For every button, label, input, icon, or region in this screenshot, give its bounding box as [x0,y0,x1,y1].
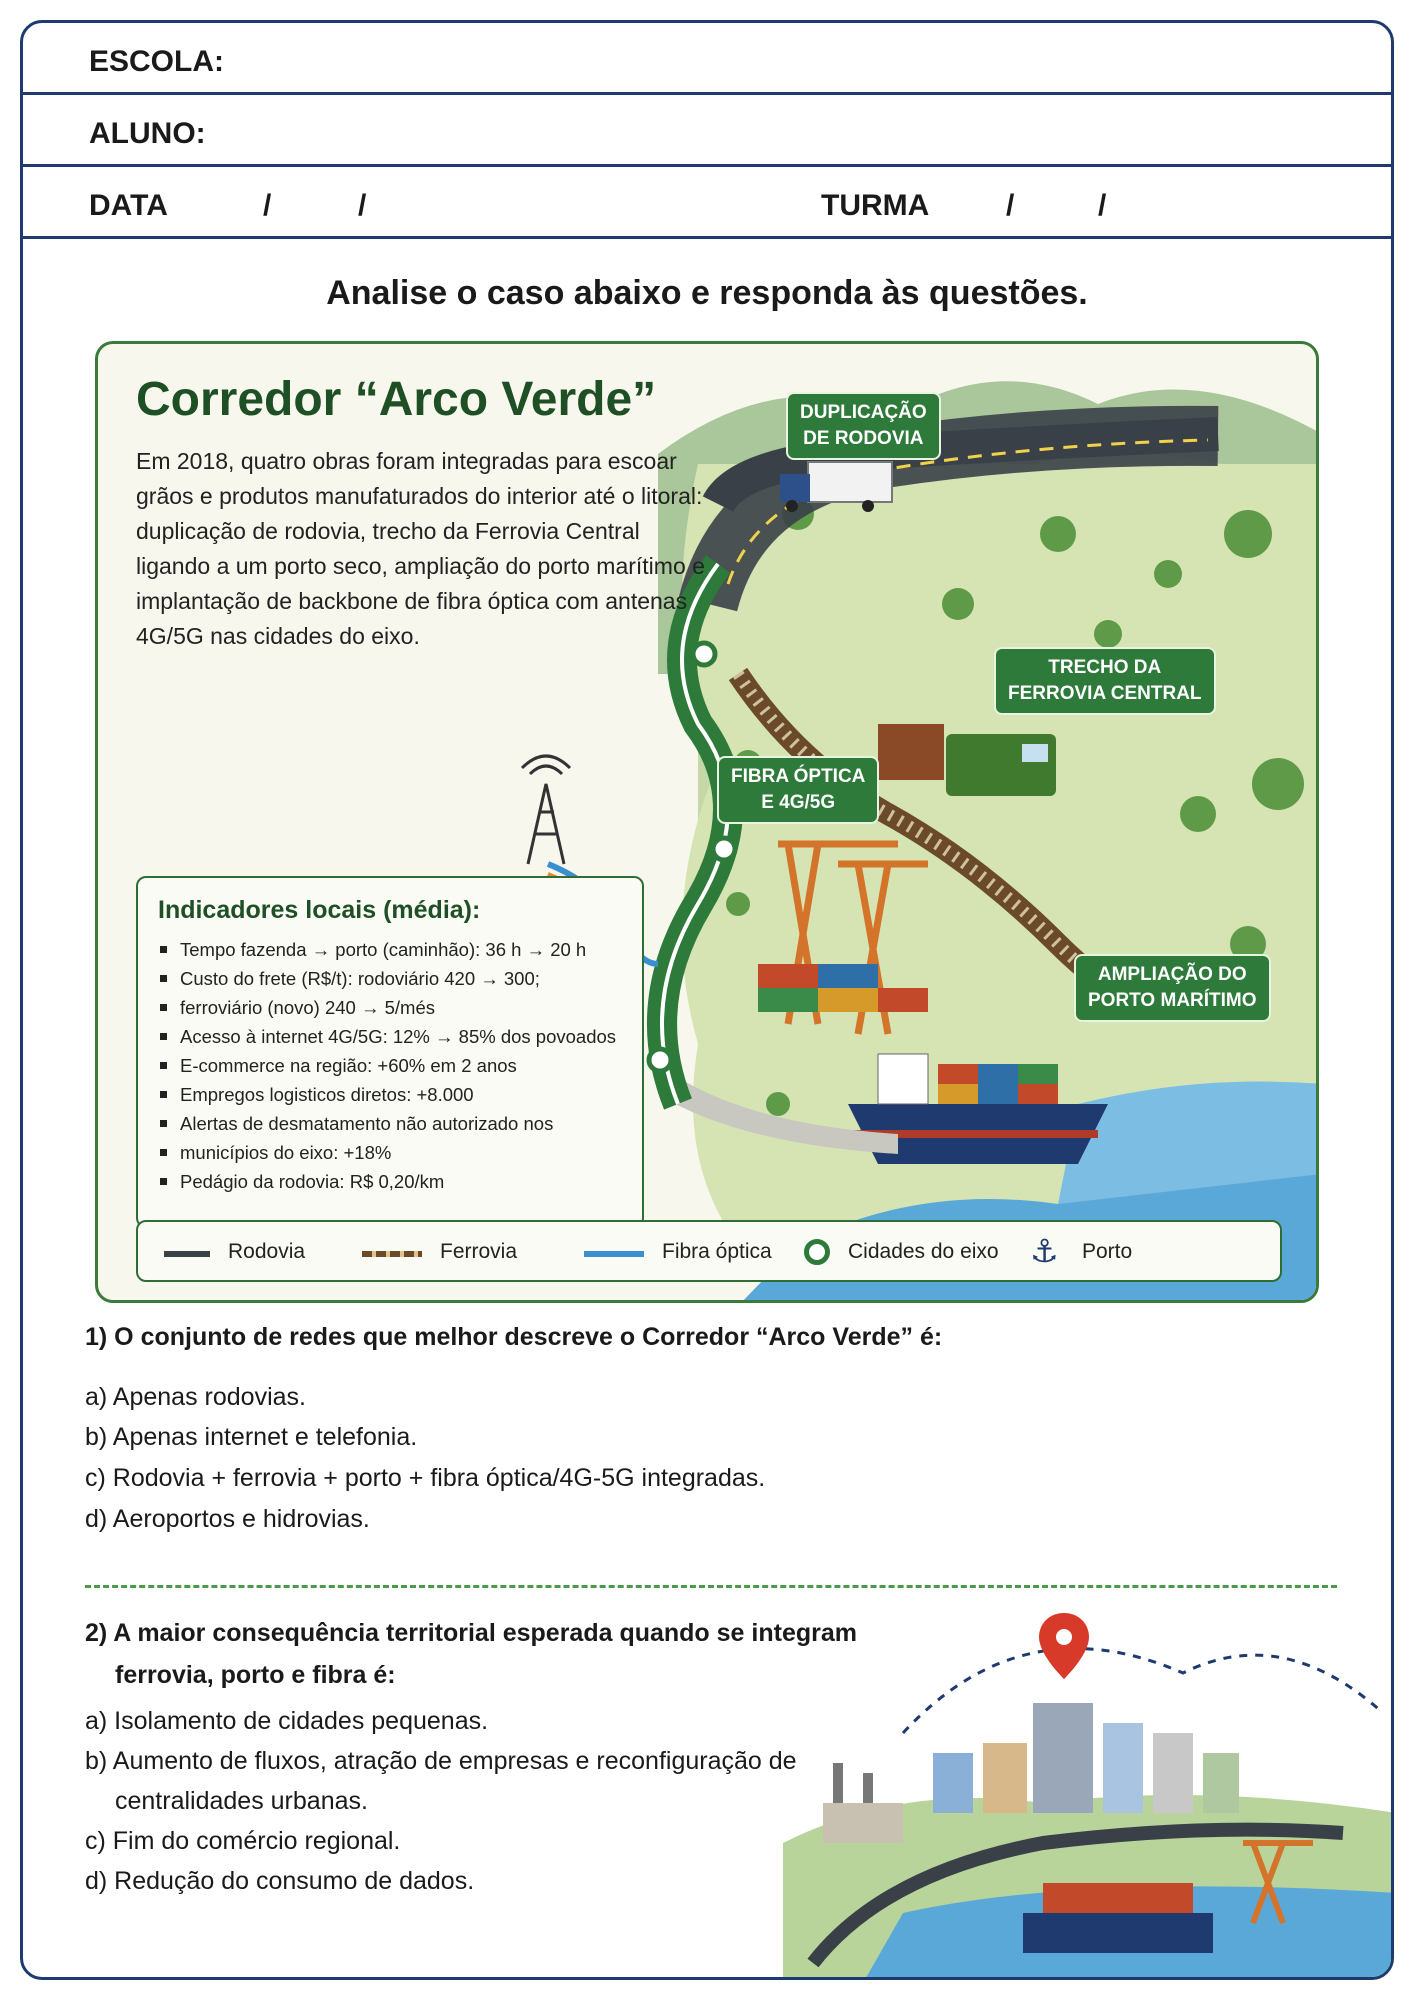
indicator-item: Tempo fazenda → porto (caminhão): 36 h → 20 h [158,935,622,964]
date-label: DATA [89,189,168,222]
question-2-option-c[interactable]: c) Fim do comércio regional. [85,1827,401,1855]
question-2-title-line-2: ferrovia, porto e fibra é: [115,1661,396,1689]
city-port-illustration [783,1583,1394,1980]
tag-road-line-1: DUPLICAÇÃO [800,402,927,423]
indicator-item: Custo do frete (R$/t): rodoviário 420 → 300; [158,964,622,993]
legend-fiber: Fibra óptica [662,1240,772,1263]
tag-fiber-line-2: E 4G/5G [761,792,836,813]
question-1-title: 1) O conjunto de redes que melhor descreve o Corredor “Arco Verde” é: [85,1323,943,1351]
map-legend [136,1220,1282,1282]
road-legend-swatch [164,1251,210,1257]
instruction-text: Analise o caso abaixo e responda às questões. [326,274,1088,312]
school-label: ESCOLA: [89,45,224,78]
student-row [23,95,1391,167]
question-2-option-b-continuation: centralidades urbanas. [115,1787,368,1815]
indicator-item: Empregos logisticos diretos: +8.000 [158,1080,622,1109]
legend-road: Rodovia [228,1240,306,1263]
anchor-icon: ⚓ [1030,1233,1059,1269]
class-slash-1: / [1006,189,1015,222]
case-panel [95,341,1319,1303]
date-class-row [23,167,1391,239]
indicators-list [158,935,622,1196]
indicator-item: Acesso à internet 4G/5G: 12% → 85% dos povoados [158,1022,622,1051]
question-2-title-line-1: 2) A maior consequência territorial esperada quando se integram [85,1619,857,1647]
tag-port-expansion [1074,954,1271,1022]
case-description: Em 2018, quatro obras foram integradas para escoar grãos e produtos manufaturados do interior até o litoral: duplicação de rodovia, trecho da Ferrovia Central ligando a um porto seco, ampliação do porto marítimo e implantação de backbone de fibra óptica com antenas 4G/5G nas cidades do eixo. [136,448,705,649]
tag-fiber-line-1: FIBRA ÓPTICA [731,766,866,787]
city-circle-icon [804,1239,830,1265]
legend-rail: Ferrovia [440,1240,518,1263]
tag-road-line-2: DE RODOVIA [803,428,924,449]
question-2-option-a[interactable]: a) Isolamento de cidades pequenas. [85,1707,489,1735]
tag-port-line-1: AMPLIAÇÃO DO [1097,964,1247,985]
school-row [23,23,1391,95]
indicators-box [136,876,644,1228]
case-title: Corredor “Arco Verde” [136,373,657,426]
class-label: TURMA [821,189,930,222]
indicator-item-continuation: ferroviário (novo) 240 → 5/més [158,993,622,1022]
question-1-option-b[interactable]: b) Apenas internet e telefonia. [85,1423,418,1451]
rail-legend-swatch [362,1251,422,1257]
question-2-option-b[interactable]: b) Aumento de fluxos, atração de empresas e reconfiguração de [85,1747,797,1775]
tag-rail-line-1: TRECHO DA [1048,657,1162,678]
tag-fiber-4g5g [717,756,879,824]
legend-cities: Cidades do eixo [848,1240,999,1263]
date-slash-1: / [263,189,272,222]
indicator-item: E-commerce na região: +60% em 2 anos [158,1051,622,1080]
question-1-option-a[interactable]: a) Apenas rodovias. [85,1383,306,1411]
question-2-option-d[interactable]: d) Redução do consumo de dados. [85,1867,475,1895]
legend-port: Porto [1082,1240,1133,1263]
question-1-option-d[interactable]: d) Aeroportos e hidrovias. [85,1505,370,1533]
tag-rail-line-2: FERROVIA CENTRAL [1008,683,1202,704]
tag-road-duplication [786,392,941,460]
indicator-item: Alertas de desmatamento não autorizado nos [158,1109,622,1138]
indicator-item-continuation: municípios do eixo: +18% [158,1138,622,1167]
tag-central-railway [994,647,1216,715]
indicators-title: Indicadores locais (média): [158,896,481,924]
tag-port-line-2: PORTO MARÍTIMO [1088,990,1257,1011]
student-label: ALUNO: [89,117,206,150]
indicator-item: Pedágio da rodovia: R$ 0,20/km [158,1167,622,1196]
worksheet [20,20,1394,1980]
class-slash-2: / [1098,189,1107,222]
date-slash-2: / [358,189,367,222]
question-1-option-c[interactable]: c) Rodovia + ferrovia + porto + fibra óptica/4G-5G integradas. [85,1464,766,1492]
fiber-legend-swatch [584,1251,644,1257]
